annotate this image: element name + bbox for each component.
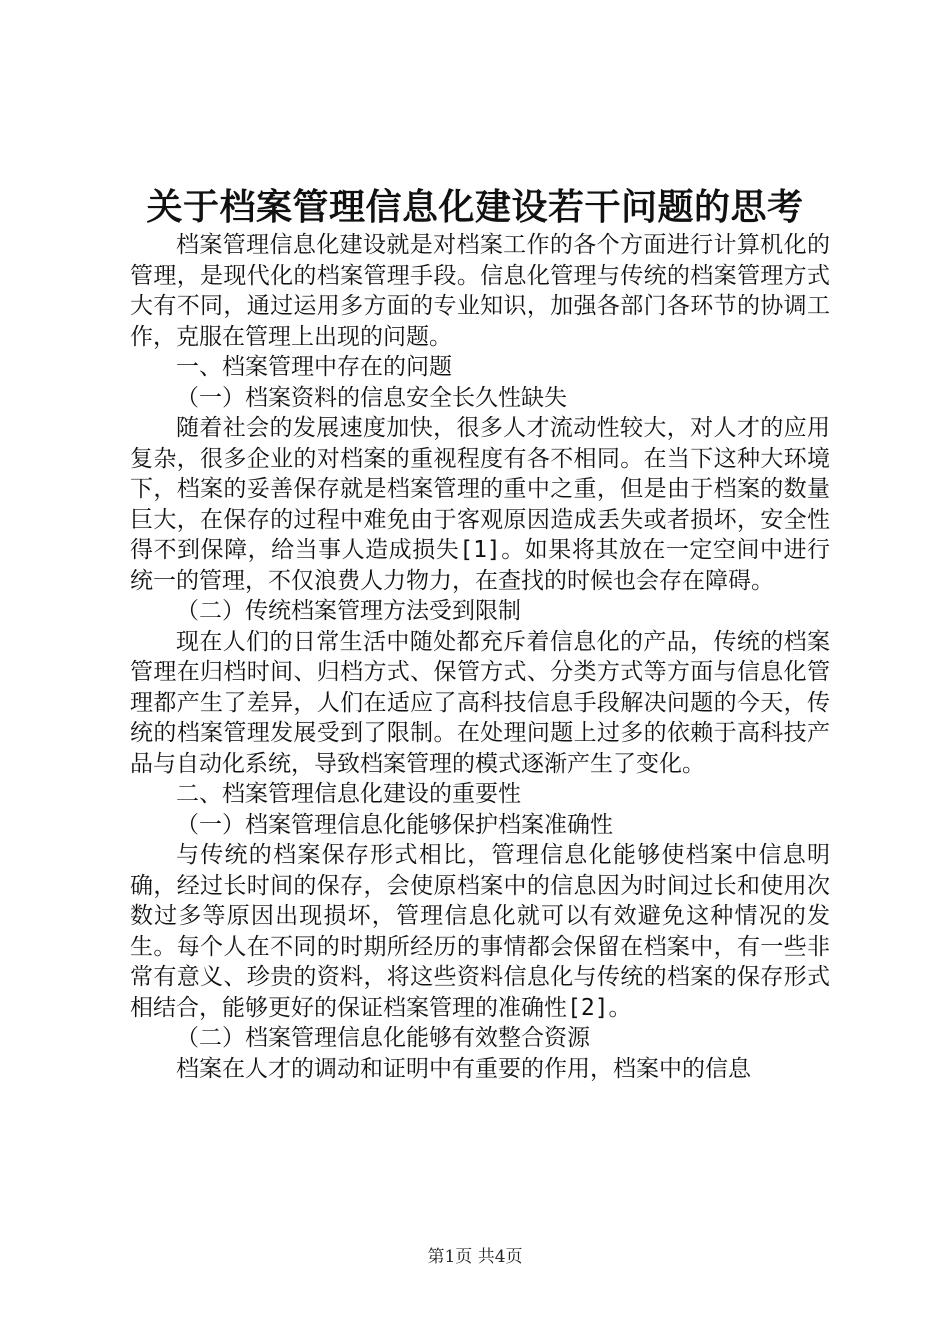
paragraph: 现在人们的日常生活中随处都充斥着信息化的产品，传统的档案管理在归档时间、归档方式、保管方式、分类方式等方面与信息化管理都产生了差异，人们在适应了高科技信息手段解决问题的今天，传统的档案管理发展受到了限制。在处理问题上过多的依赖于高科技产品与自动化系统，导致档案管理的模式逐渐产生了变化。 [130,628,830,777]
section-heading: 一、档案管理中存在的问题 [176,354,452,380]
page-footer: 第1页 共4页 [427,1247,523,1267]
subsection-heading: （一）档案管理信息化能够保护档案准确性 [176,811,613,838]
subsection-heading: （二）传统档案管理方法受到限制 [176,598,521,624]
paragraph: 档案管理信息化建设就是对档案工作的各个方面进行计算机化的管理，是现代化的档案管理手段。信息化管理与传统的档案管理方式大有不同，通过运用多方面的专业知识，加强各部门各环节的协调工作，克服在管理上出现的问题。 [130,232,830,350]
paragraph: 与传统的档案保存形式相比，管理信息化能够使档案中信息明确，经过长时间的保存，会使原档案中的信息因为时间过长和使用次数过多等原因出现损坏，管理信息化就可以有效避免这种情况的发生。每个人在不同的时期所经历的事情都会保留在档案中，有一些非常有意义、珍贵的资料，将这些资料信息化与传统的档案的保存形式相结合，能够更好的保证档案管理的准确性[2]。 [130,842,830,1021]
section-heading: 二、档案管理信息化建设的重要性 [176,781,521,807]
subsection-heading: （二）档案管理信息化能够有效整合资源 [176,1025,590,1051]
paragraph: 档案在人才的调动和证明中有重要的作用，档案中的信息 [176,1055,751,1082]
document-body [130,230,830,1084]
document-title: 关于档案管理信息化建设若干问题的思考 [146,186,804,228]
subsection-heading: （一）档案资料的信息安全长久性缺失 [176,384,567,411]
paragraph: 随着社会的发展速度加快，很多人才流动性较大，对人才的应用复杂，很多企业的对档案的重视程度有各不相同。在当下这种大环境下，档案的妥善保存就是档案管理的重中之重，但是由于档案的数量巨大，在保存的过程中难免由于客观原因造成丢失或者损坏，安全性得不到保障，给当事人造成损失[1]。如果将其放在一定空间中进行统一的管理，不仅浪费人力物力，在查找的时候也会存在障碍。 [130,415,830,594]
